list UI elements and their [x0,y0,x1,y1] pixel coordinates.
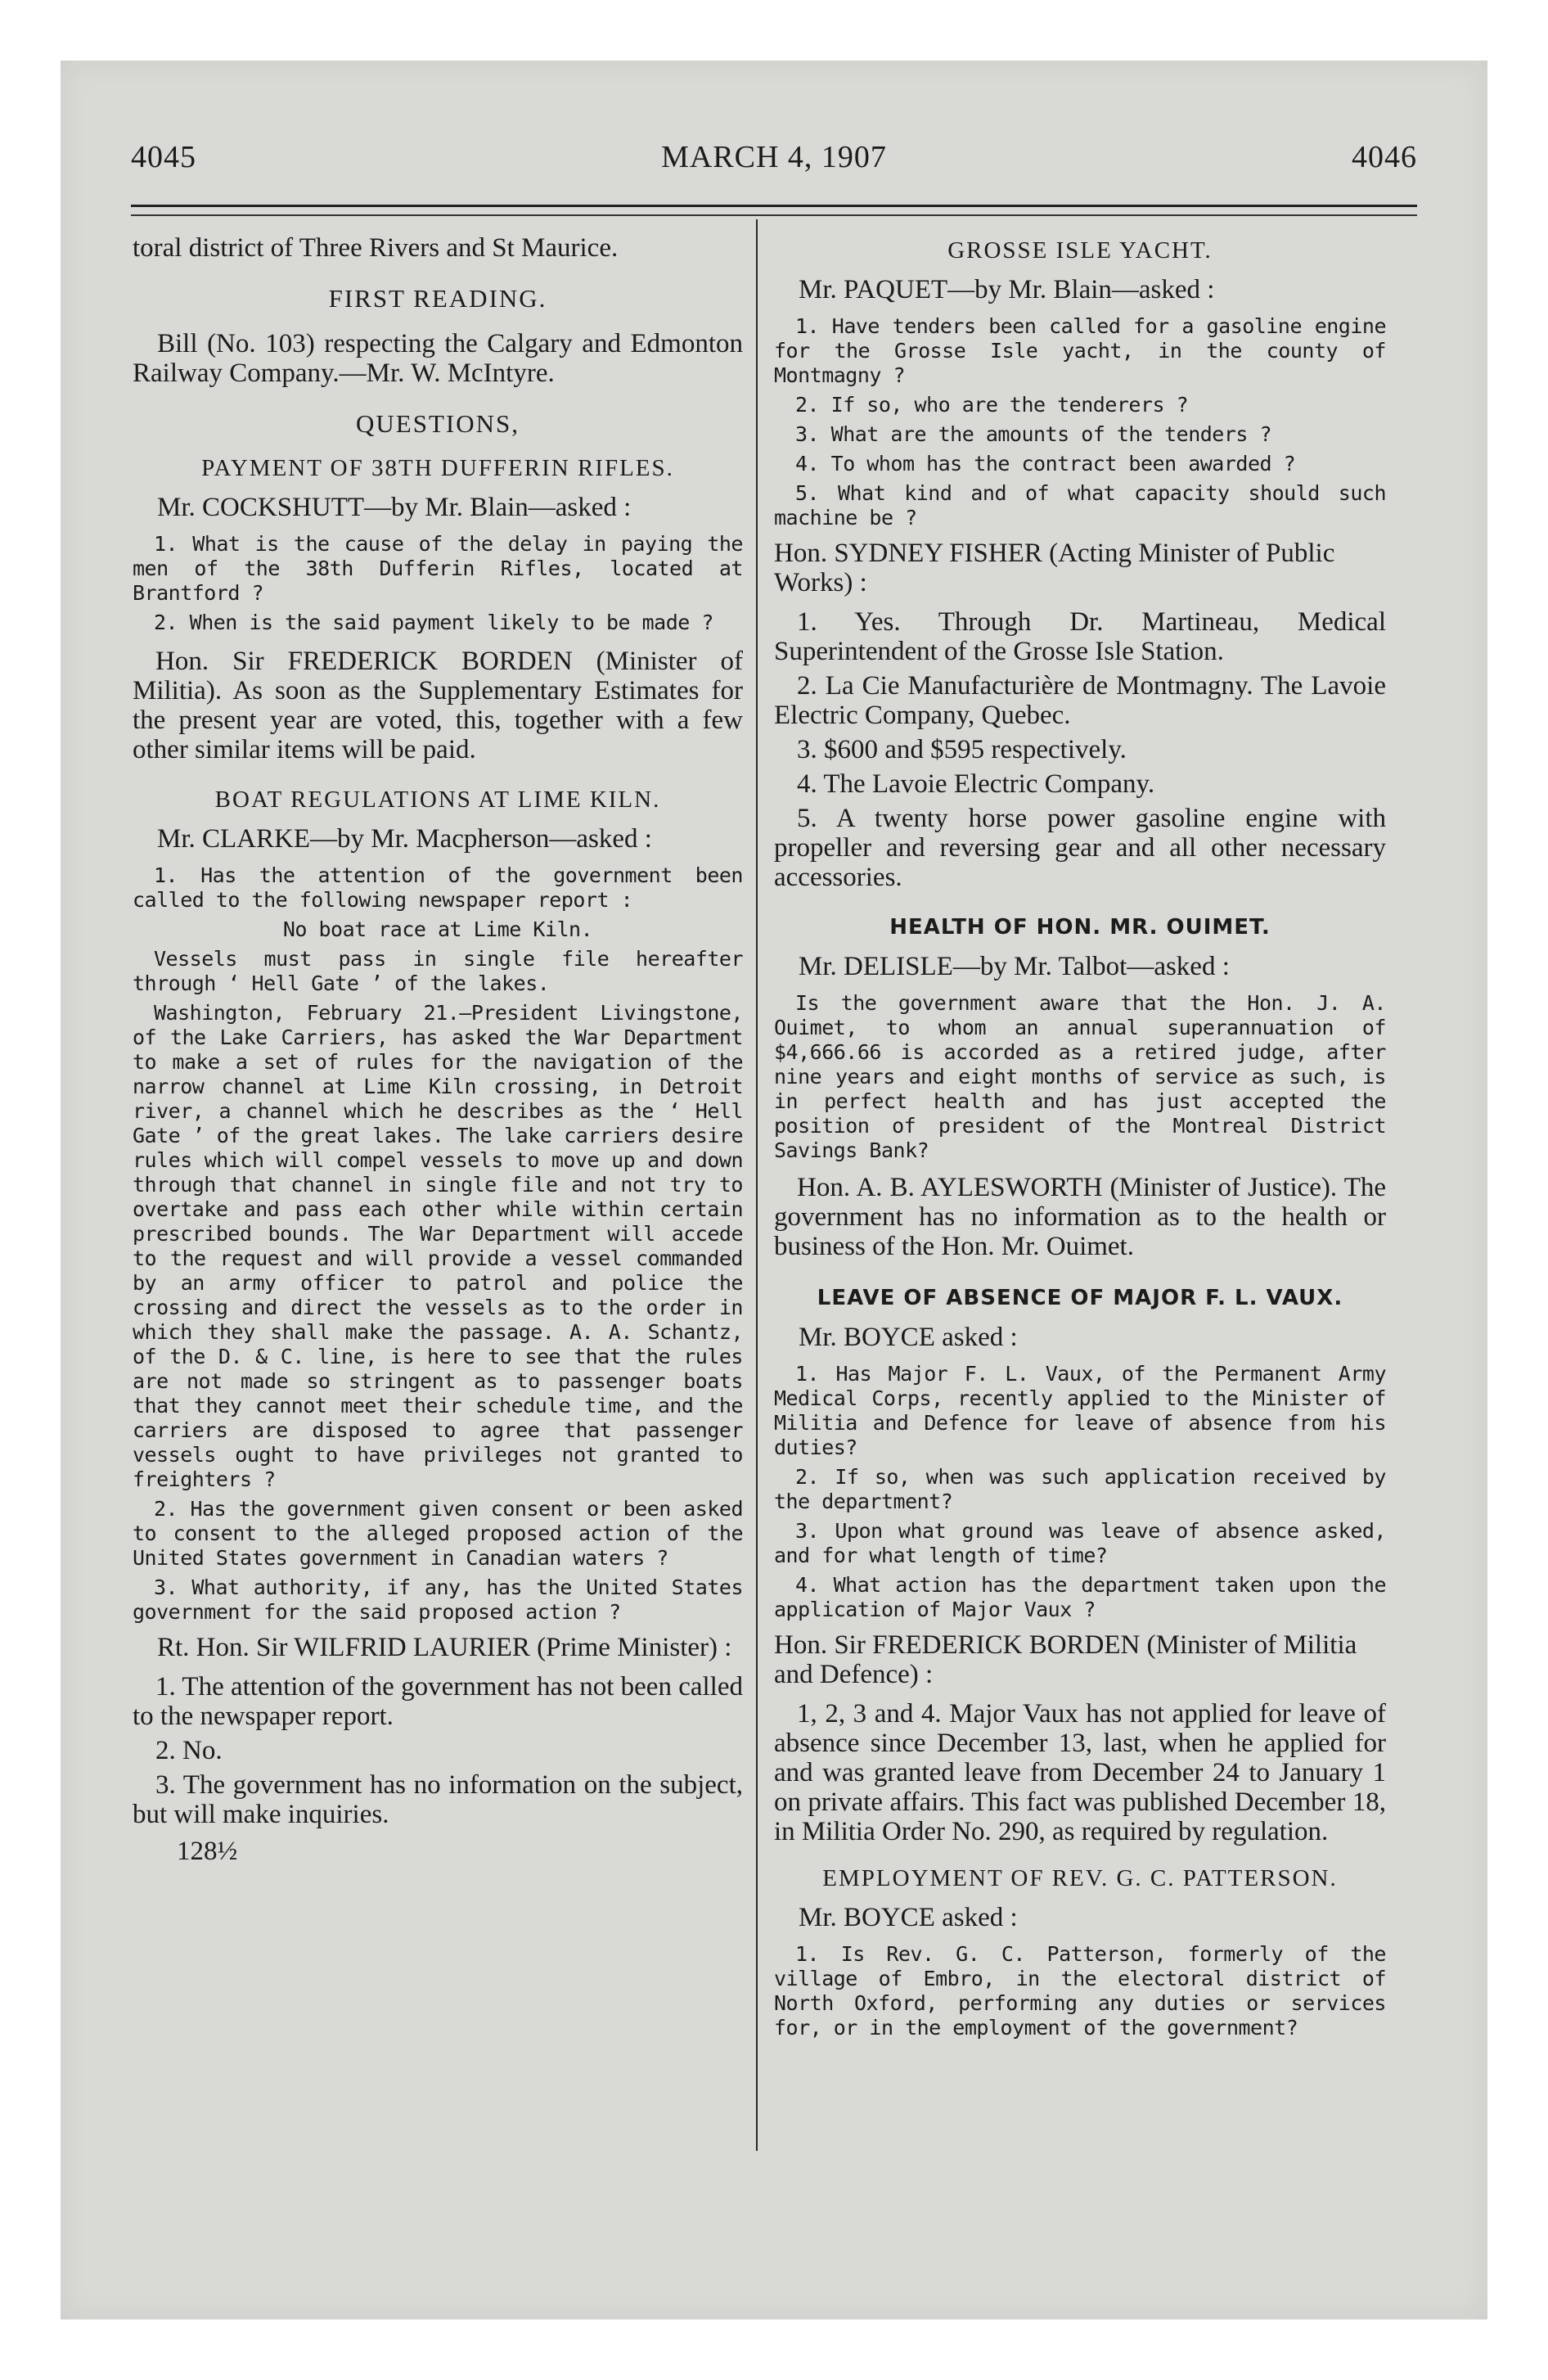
heading-boat-regulations: BOAT REGULATIONS AT LIME KILN. [214,787,661,813]
heading-employment-patterson: EMPLOYMENT OF REV. G. C. PATTERSON. [822,1865,1338,1891]
answer-borden-payment: Hon. Sir FREDERICK BORDEN (Minister of Militia). As soon as the Supplementary Estimates for the present year are voted, this, together with a few other similar items will be paid. [133,647,743,764]
answer-laurier-3: 3. The government has no information on the subject, but will make inquiries. [133,1770,743,1829]
speaker-borden-2: Hon. Sir FREDERICK BORDEN (Minister of Militia and Defence) : [774,1630,1357,1689]
question-leave-3: 3. Upon what ground was leave of absence asked, and for what length of time? [774,1519,1386,1567]
speaker-cockshutt: Mr. COCKSHUTT—by Mr. Blain—asked : [157,493,632,522]
speaker-laurier: Rt. Hon. Sir WILFRID LAURIER (Prime Minister) : [157,1633,732,1662]
question-boat-2: 2. Has the government given consent or been asked to consent to the alleged proposed action of the United States government in Canadian waters ? [133,1497,743,1570]
question-grosse-3: 3. What are the amounts of the tenders ? [795,422,1272,446]
right-column [774,233,1386,2045]
bill-paragraph: Bill (No. 103) respecting the Calgary and Edmonton Railway Company.—Mr. W. McIntyre. [133,329,743,388]
answer-fisher-5: 5. A twenty horse power gasoline engine with propeller and reversing gear and all other necessary accessories. [774,804,1386,892]
answer-fisher-2: 2. La Cie Manufacturière de Montmagny. The Lavoie Electric Company, Quebec. [774,671,1386,730]
answer-aylesworth: Hon. A. B. AYLESWORTH (Minister of Justice). The government has no information as to the health or business of the Hon. Mr. Ouimet. [774,1173,1386,1261]
question-health: Is the government aware that the Hon. J. A. Ouimet, to whom an annual superannuation of $4,666.66 is accorded as a retired judge, after nine years and eight months of service as such, is in perfect health and has just accepted the position of president of the Montreal District Savings Bank? [774,991,1386,1162]
intro-paragraph: toral district of Three Rivers and St Maurice. [133,233,619,263]
answer-laurier-1: 1. The attention of the government has not been called to the newspaper report. [133,1672,743,1731]
speaker-boyce-2: Mr. BOYCE asked : [799,1903,1018,1932]
speaker-fisher: Hon. SYDNEY FISHER (Acting Minister of Public Works) : [774,539,1335,597]
heading-first-reading: FIRST READING. [328,284,547,313]
heading-questions: QUESTIONS, [356,409,520,438]
signature-mark: 128½ [177,1837,238,1866]
speaker-clarke: Mr. CLARKE—by Mr. Macpherson—asked : [157,824,652,854]
question-payment-1: 1. What is the cause of the delay in paying the men of the 38th Dufferin Rifles, located at Brantford ? [133,532,743,605]
heading-leave-vaux: LEAVE OF ABSENCE OF MAJOR F. L. VAUX. [817,1286,1343,1310]
page-header [131,139,1417,188]
heading-payment-dufferin: PAYMENT OF 38TH DUFFERIN RIFLES. [201,455,674,481]
question-grosse-4: 4. To whom has the contract been awarded ? [795,452,1296,476]
heading-health-ouimet: HEALTH OF HON. MR. OUIMET. [889,915,1271,940]
question-boat-3: 3. What authority, if any, has the United States government for the said proposed action ? [133,1575,743,1624]
answer-borden-leave: 1, 2, 3 and 4. Major Vaux has not applied for leave of absence since December 13, last, when he applied for and was granted leave from December 24 to January 1 on private affairs. This fact was published December 18, in Militia Order No. 290, as required by regulation. [774,1699,1386,1846]
column-divider [756,219,758,2151]
question-grosse-2: 2. If so, who are the tenderers ? [795,393,1189,417]
answer-fisher-3: 3. $600 and $595 respectively. [797,735,1127,764]
header-rule-secondary [131,214,1417,216]
question-grosse-5: 5. What kind and of what capacity should such machine be ? [774,481,1386,530]
header-rule [131,205,1417,207]
page-number-right: 4046 [1352,140,1417,174]
speaker-paquet: Mr. PAQUET—by Mr. Blain—asked : [799,275,1215,304]
question-leave-4: 4. What action has the department taken upon the application of Major Vaux ? [774,1573,1386,1621]
speaker-boyce-1: Mr. BOYCE asked : [799,1323,1018,1352]
answer-laurier-2: 2. No. [155,1736,223,1765]
answer-fisher-4: 4. The Lavoie Electric Company. [797,769,1155,799]
question-grosse-1: 1. Have tenders been called for a gasoline engine for the Grosse Isle yacht, in the county of Montmagny ? [774,314,1386,387]
question-boat-1: 1. Has the attention of the government been called to the following newspaper report : [133,863,743,912]
question-leave-1: 1. Has Major F. L. Vaux, of the Permanent Army Medical Corps, recently applied to the Minister of Militia and Defence for leave of absence from his duties? [774,1362,1386,1459]
question-payment-2: 2. When is the said payment likely to be made ? [154,611,713,634]
quote-subtitle: Vessels must pass in single file hereafter through ‘ Hell Gate ’ of the lakes. [133,947,743,995]
speaker-delisle: Mr. DELISLE—by Mr. Talbot—asked : [799,952,1230,981]
quote-body: Washington, February 21.—President Livingstone, of the Lake Carriers, has asked the War Department to make a set of rules for the navigation of the narrow channel at Lime Kiln crossing, in Detroit river, a channel which he describes as the ‘ Hell Gate ’ of the great lakes. The lake carriers desire rules which will compel vessels to move up and down through that channel in single file and not try to overtake and pass each other while within certain prescribed bounds. The War Department will accede to the request and will provide a vessel commanded by an army officer to patrol and police the crossing and direct the vessels as to the order in which they shall make the passage. A. A. Schantz, of the D. & C. line, is here to see that the rules are not made so stringent as to passenger boats that they cannot meet their schedule time, and the carriers are disposed to agree that passenger vessels ought to have privileges not granted to freighters ? [133,1001,743,1491]
answer-fisher-1: 1. Yes. Through Dr. Martineau, Medical Superintendent of the Grosse Isle Station. [774,607,1386,666]
left-column [133,233,743,1866]
heading-grosse-isle: GROSSE ISLE YACHT. [947,237,1213,264]
page-number-left: 4045 [131,140,196,174]
quote-title: No boat race at Lime Kiln. [282,917,593,941]
header-date: MARCH 4, 1907 [661,140,887,174]
question-leave-2: 2. If so, when was such application received by the department? [774,1465,1386,1513]
question-employment: 1. Is Rev. G. C. Patterson, formerly of the village of Embro, in the electoral district of North Oxford, performing any duties or services for, or in the employment of the government? [774,1942,1386,2040]
